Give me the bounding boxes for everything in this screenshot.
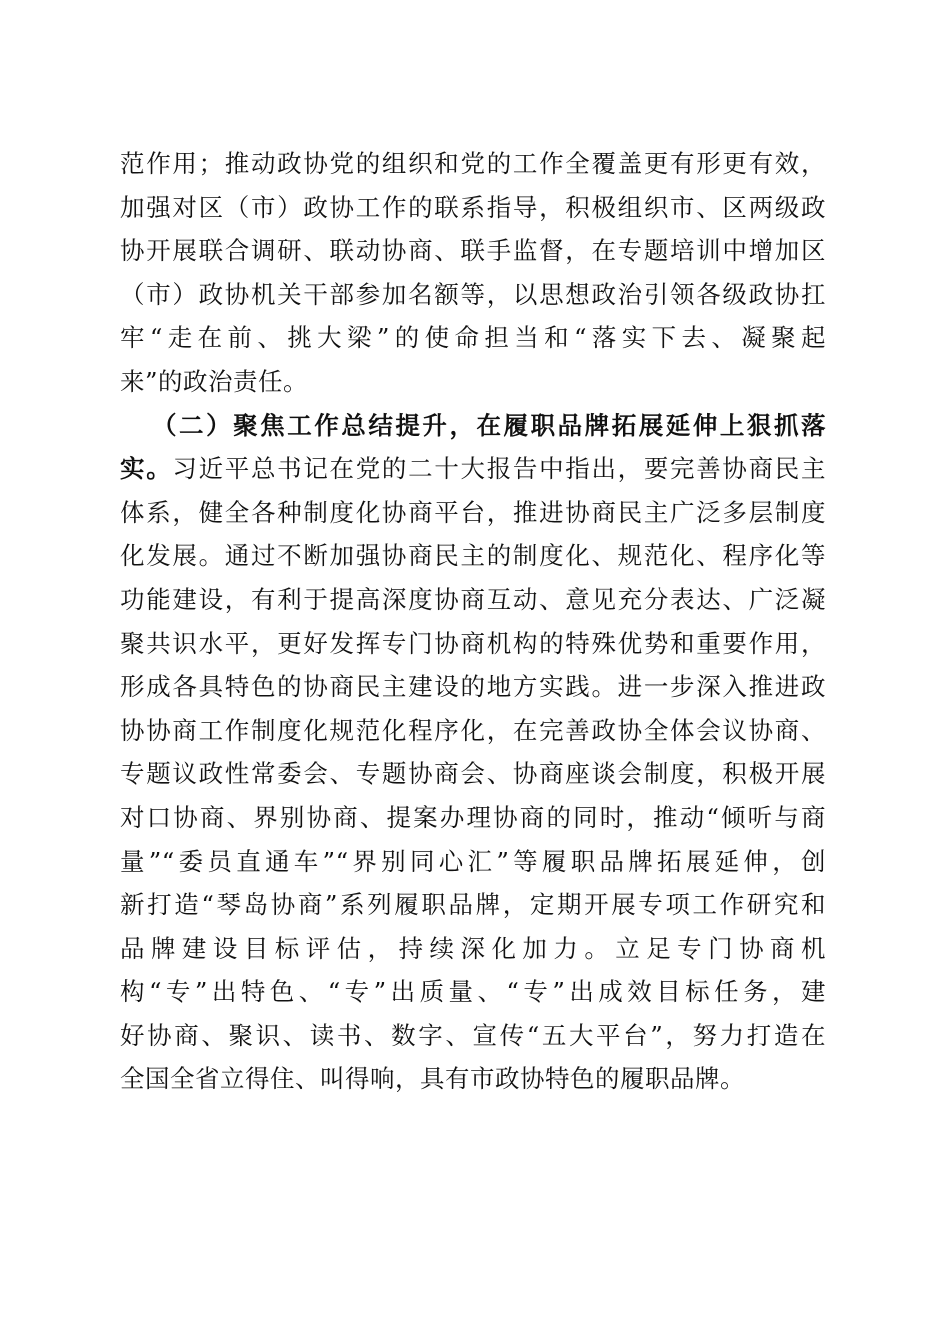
section-heading: （二）聚焦工作总结提升，在履职品牌拓展延伸上狠抓落 bbox=[152, 410, 826, 440]
text-line: 全国全省立得住、叫得响，具有市政协特色的履职品牌。 bbox=[120, 1064, 745, 1094]
text-line: 对口协商、界别协商、提案办理协商的同时，推动“倾听与商 bbox=[120, 802, 826, 832]
text-line: 量”“委员直通车”“界别同心汇”等履职品牌拓展延伸，创 bbox=[120, 846, 826, 876]
text-line: 范作用；推动政协党的组织和党的工作全覆盖更有形更有效， bbox=[120, 149, 826, 178]
text-line: 好协商、聚识、读书、数字、宣传“五大平台”，努力打造在 bbox=[120, 1020, 826, 1050]
text-line: 新打造“琴岛协商”系列履职品牌，定期开展专项工作研究和 bbox=[120, 890, 826, 920]
text-line: 加强对区（市）政协工作的联系指导，积极组织市、区两级政 bbox=[120, 192, 826, 222]
text-line-rest: 习近平总书记在党的二十大报告中指出，要完善协商民主 bbox=[172, 454, 827, 484]
text-line: 来”的政治责任。 bbox=[120, 366, 309, 396]
text-line: 构“专”出特色、“专”出质量、“专”出成效目标任务，建 bbox=[120, 977, 826, 1007]
text-line: （市）政协机关干部参加名额等，以思想政治引领各级政协扛 bbox=[120, 279, 826, 309]
paragraph-1 bbox=[120, 142, 826, 404]
text-line: 体系，健全各种制度化协商平台，推进协商民主广泛多层制度 bbox=[120, 497, 826, 527]
text-line: 协开展联合调研、联动协商、联手监督，在专题培训中增加区 bbox=[120, 236, 826, 266]
text-line: 形成各具特色的协商民主建设的地方实践。进一步深入推进政 bbox=[120, 672, 826, 702]
text-line: 专题议政性常委会、专题协商会、协商座谈会制度，积极开展 bbox=[120, 759, 826, 789]
body-text bbox=[120, 142, 826, 1101]
text-line: 聚共识水平，更好发挥专门协商机构的特殊优势和重要作用， bbox=[120, 628, 826, 658]
text-line bbox=[120, 447, 826, 491]
paragraph-2 bbox=[120, 404, 826, 1102]
text-line: 牢“走在前、挑大梁”的使命担当和“落实下去、凝聚起 bbox=[120, 323, 826, 353]
section-heading-end: 实。 bbox=[120, 454, 173, 484]
text-line: 功能建设，有利于提高深度协商互动、意见充分表达、广泛凝 bbox=[120, 584, 826, 614]
text-line: 化发展。通过不断加强协商民主的制度化、规范化、程序化等 bbox=[120, 541, 826, 571]
text-line: 协协商工作制度化规范化程序化，在完善政协全体会议协商、 bbox=[120, 715, 826, 745]
text-line: 品牌建设目标评估，持续深化加力。立足专门协商机 bbox=[120, 933, 826, 963]
